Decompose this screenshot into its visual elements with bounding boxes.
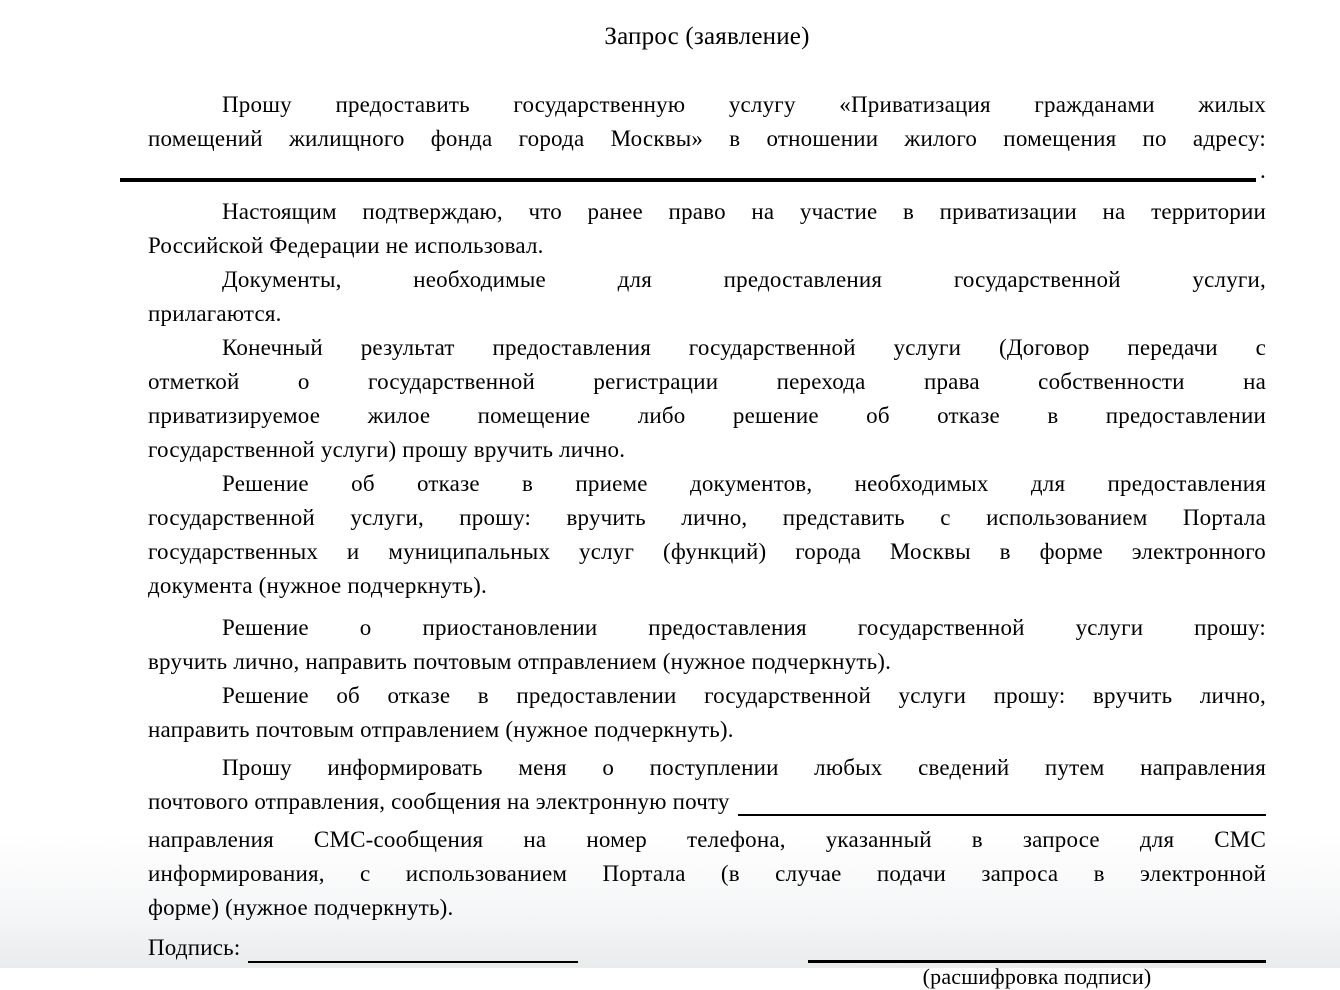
paragraph-line: направления СМС-сообщения на номер телефона, указанный в запросе для СМС (148, 827, 1266, 852)
paragraph-line: направить почтовым отправлением (нужное подчеркнуть). (148, 717, 734, 742)
paragraph-refusal-service (148, 679, 1266, 747)
paragraph-line: Документы, необходимые для предоставления государственной услуги, (222, 267, 1266, 292)
paragraph-refusal-acceptance (148, 467, 1266, 603)
paragraph-line: документа (нужное подчеркнуть). (148, 573, 487, 598)
paragraph-final-result (148, 331, 1266, 467)
paragraph-line: государственных и муниципальных услуг (функций) города Москвы в форме электронного (148, 539, 1266, 564)
signature-name-blank-line[interactable] (808, 933, 1266, 963)
paragraph-line: почтового отправления, сообщения на электронную почту (148, 789, 730, 814)
paragraph-request (148, 88, 1266, 156)
paragraph-line: государственной услуги) прошу вручить лично. (148, 437, 626, 462)
paragraph-line: Прошу информировать меня о поступлении любых сведений путем направления (222, 755, 1266, 780)
signature-blank-line[interactable] (248, 933, 578, 963)
paragraph-line: отметкой о государственной регистрации перехода права собственности на (148, 369, 1266, 394)
paragraph-line: Конечный результат предоставления государственной услуги (Договор передачи с (222, 335, 1266, 360)
signature-label: Подпись: (148, 935, 241, 960)
paragraph-line: Российской Федерации не использовал. (148, 233, 544, 258)
paragraph-confirmation (148, 195, 1266, 263)
paragraph-suspension (148, 611, 1266, 679)
paragraph-line: Решение об отказе в предоставлении государственной услуги прошу: вручить лично, (222, 683, 1266, 708)
paragraph-line: прилагаются. (148, 301, 282, 326)
address-period: . (1260, 158, 1266, 183)
paragraph-line: вручить лично, направить почтовым отправлением (нужное подчеркнуть). (148, 649, 892, 674)
email-blank-line[interactable] (738, 785, 1266, 816)
address-blank-line[interactable] (120, 156, 1256, 182)
paragraph-line: приватизируемое жилое помещение либо решение об отказе в предоставлении (148, 403, 1266, 428)
paragraph-line: помещений жилищного фонда города Москвы» в отношении жилого помещения по адресу: (148, 126, 1266, 151)
address-fill-row (148, 156, 1266, 184)
paragraph-line: форме) (нужное подчеркнуть). (148, 895, 454, 920)
signature-caption: (расшифровка подписи) (922, 964, 1152, 989)
signature-row (148, 933, 1266, 990)
paragraph-line: Настоящим подтверждаю, что ранее право на участие в приватизации на территории (222, 199, 1266, 224)
email-fill-row (148, 785, 1266, 823)
paragraph-line: Решение об отказе в приеме документов, необходимых для предоставления (222, 471, 1266, 496)
document-title: Запрос (заявление) (604, 23, 810, 50)
paragraph-notification (148, 751, 1266, 925)
signature-name-block (808, 933, 1266, 990)
paragraph-documents (148, 263, 1266, 331)
paragraph-line: государственной услуги, прошу: вручить лично, представить с использованием Портала (148, 505, 1266, 530)
paragraph-line: Решение о приостановлении предоставления государственной услуги прошу: (222, 615, 1266, 640)
paragraph-line: информирования, с использованием Портала (в случае подачи запроса в электронной (148, 861, 1266, 886)
paragraph-line: Прошу предоставить государственную услугу «Приватизация гражданами жилых (222, 92, 1266, 117)
